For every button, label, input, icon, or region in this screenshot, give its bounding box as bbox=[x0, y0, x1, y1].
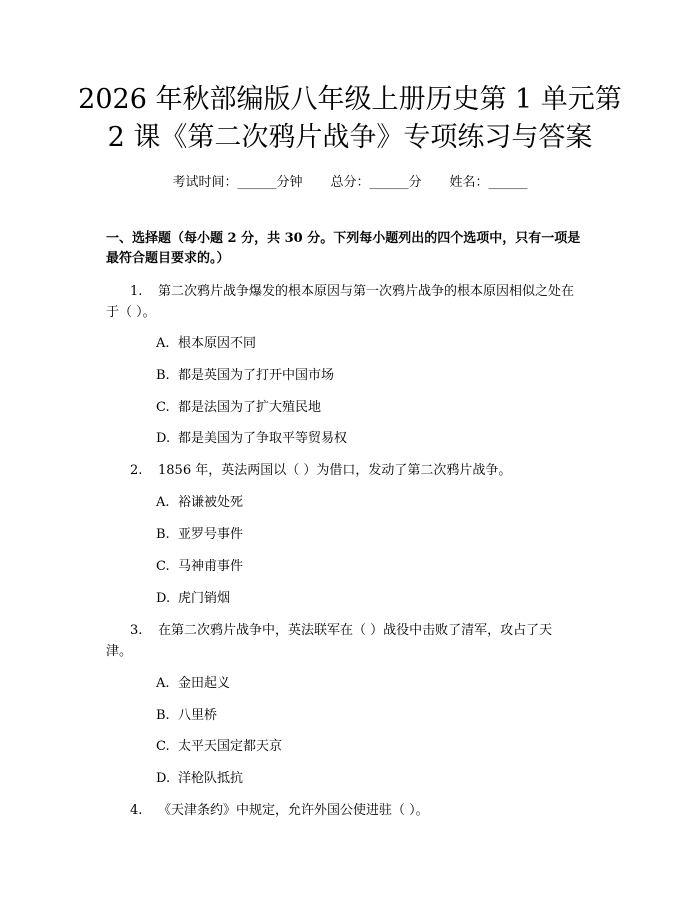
question-2-option-c bbox=[156, 560, 243, 573]
question-2-option-a bbox=[156, 496, 243, 509]
option-letter: D. bbox=[156, 431, 171, 446]
option-letter: B. bbox=[156, 708, 170, 723]
question-1-option-c bbox=[156, 401, 321, 414]
option-text: 都是美国为了争取平等贸易权 bbox=[178, 431, 348, 446]
question-3-number: 3. bbox=[130, 623, 143, 638]
option-text: 都是英国为了打开中国市场 bbox=[178, 368, 335, 383]
student-name-field: 姓名：______ bbox=[449, 175, 528, 190]
exam-time-field: 考试时间：______分钟 bbox=[172, 175, 303, 190]
question-1-text-line-2: 于（ ）。 bbox=[106, 305, 156, 320]
option-letter: C. bbox=[156, 559, 170, 574]
option-text: 裕谦被处死 bbox=[178, 495, 244, 510]
question-4-number: 4. bbox=[130, 803, 143, 818]
question-3-text-line-1: 在第二次鸦片战争中，英法联军在（ ）战役中击败了清军，攻占了天 bbox=[158, 623, 553, 638]
option-letter: C. bbox=[156, 400, 170, 415]
option-text: 根本原因不同 bbox=[178, 336, 257, 351]
option-text: 八里桥 bbox=[178, 708, 218, 723]
section-heading-line-1: 一、选择题（每小题 2 分，共 30 分。下列每小题列出的四个选项中，只有一项是 bbox=[106, 231, 581, 246]
total-score-field: 总分：______分 bbox=[330, 175, 422, 190]
question-3-text-line-2: 津。 bbox=[106, 644, 133, 659]
exam-info bbox=[0, 171, 700, 190]
question-2-text-line-1: 1856 年，英法两国以（ ）为借口，发动了第二次鸦片战争。 bbox=[158, 463, 512, 478]
option-letter: B. bbox=[156, 527, 170, 542]
question-2-option-d bbox=[156, 592, 230, 605]
option-letter: A. bbox=[156, 676, 170, 691]
option-letter: B. bbox=[156, 368, 170, 383]
option-letter: D. bbox=[156, 591, 171, 606]
question-1-option-a bbox=[156, 337, 256, 350]
option-letter: A. bbox=[156, 495, 170, 510]
option-text: 洋枪队抵抗 bbox=[178, 771, 244, 786]
document-title-line-1: 2026 年秋部编版八年级上册历史第 1 单元第 bbox=[78, 84, 622, 115]
question-1-text-line-1: 第二次鸦片战争爆发的根本原因与第一次鸦片战争的根本原因相似之处在 bbox=[158, 284, 575, 299]
question-1-option-d bbox=[156, 432, 347, 445]
question-3-option-b bbox=[156, 709, 217, 722]
question-3-option-d bbox=[156, 772, 243, 785]
question-2-stem bbox=[130, 464, 511, 477]
option-text: 虎门销烟 bbox=[178, 591, 231, 606]
question-1-option-b bbox=[156, 369, 334, 382]
option-text: 都是法国为了扩大殖民地 bbox=[178, 400, 322, 415]
question-1-number: 1. bbox=[130, 284, 143, 299]
option-text: 马神甫事件 bbox=[178, 559, 244, 574]
question-3-stem bbox=[130, 624, 552, 637]
question-4-stem bbox=[130, 804, 429, 817]
question-2-option-b bbox=[156, 528, 243, 541]
option-text: 金田起义 bbox=[178, 676, 231, 691]
question-3-option-a bbox=[156, 677, 230, 690]
option-letter: C. bbox=[156, 739, 170, 754]
option-letter: D. bbox=[156, 771, 171, 786]
question-4-text-line-1: 《天津条约》中规定，允许外国公使进驻（ ）。 bbox=[158, 803, 429, 818]
question-2-number: 2. bbox=[130, 463, 143, 478]
document-title-line-2: 2 课《第二次鸦片战争》专项练习与答案 bbox=[107, 122, 593, 153]
option-letter: A. bbox=[156, 336, 170, 351]
question-1-stem bbox=[130, 285, 574, 298]
section-heading-line-2: 最符合题目要求的。） bbox=[106, 251, 230, 266]
question-3-option-c bbox=[156, 740, 282, 753]
option-text: 太平天国定都天京 bbox=[178, 739, 283, 754]
option-text: 亚罗号事件 bbox=[178, 527, 244, 542]
